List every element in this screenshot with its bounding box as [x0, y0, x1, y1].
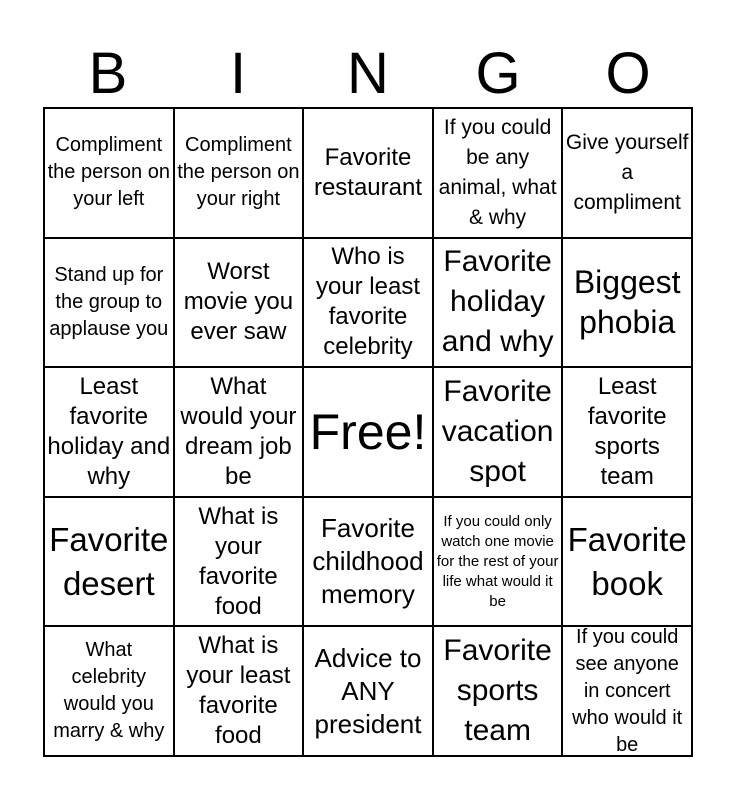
cell-text: Stand up for the group to applause you: [49, 263, 169, 340]
bingo-cell[interactable]: [562, 367, 692, 497]
bingo-cell[interactable]: [303, 108, 433, 238]
cell-text: If you could only watch one movie for the rest of your life what would it be: [436, 512, 559, 610]
cell-text: Compliment the person on your right: [177, 134, 300, 211]
cell-text: Who is your least favorite celebrity: [315, 243, 421, 361]
bingo-cell[interactable]: [174, 626, 304, 756]
free-space[interactable]: [303, 367, 433, 497]
cell-text: Favorite restaurant: [313, 143, 423, 201]
cell-text: Favorite vacation spot: [441, 374, 554, 488]
cell-text: Least favorite holiday and why: [47, 372, 171, 490]
bingo-cell[interactable]: [303, 497, 433, 627]
cell-text: Favorite holiday and why: [441, 245, 554, 359]
bingo-cell[interactable]: [433, 367, 563, 497]
bingo-header: [43, 40, 693, 108]
bingo-board: [43, 107, 693, 757]
cell-text: What is your least favorite food: [186, 632, 291, 750]
cell-text: Favorite book: [567, 520, 687, 602]
cell-text: Favorite sports team: [443, 634, 552, 748]
bingo-cell[interactable]: [562, 626, 692, 756]
bingo-cell[interactable]: [433, 497, 563, 627]
bingo-cell[interactable]: [174, 497, 304, 627]
bingo-cell[interactable]: [174, 238, 304, 368]
bingo-cell[interactable]: [44, 497, 174, 627]
header-letter-b: B: [88, 41, 128, 106]
cell-text: Favorite childhood memory: [312, 513, 424, 610]
cell-text: If you could see anyone in concert who would it be: [572, 626, 683, 756]
bingo-cell[interactable]: [303, 238, 433, 368]
bingo-cell[interactable]: [433, 626, 563, 756]
header-letter-g: G: [475, 41, 521, 106]
bingo-cell[interactable]: [303, 626, 433, 756]
bingo-cell[interactable]: [44, 238, 174, 368]
bingo-cell[interactable]: [44, 626, 174, 756]
cell-text: Advice to ANY president: [314, 642, 422, 739]
bingo-cell[interactable]: [174, 108, 304, 238]
header-letter-o: O: [605, 41, 651, 106]
cell-text: Worst movie you ever saw: [183, 258, 294, 346]
bingo-cell[interactable]: [433, 108, 563, 238]
bingo-cell[interactable]: [433, 238, 563, 368]
cell-text: What celebrity would you marry & why: [53, 639, 165, 743]
bingo-cell[interactable]: [44, 108, 174, 238]
cell-text: What would your dream job be: [180, 372, 297, 490]
cell-text: Least favorite sports team: [587, 372, 667, 490]
bingo-cell[interactable]: [562, 497, 692, 627]
cell-text: What is your favorite food: [198, 502, 279, 620]
cell-text: Biggest phobia: [573, 264, 681, 341]
cell-text: Free!: [309, 403, 427, 460]
cell-text: Favorite desert: [49, 520, 169, 602]
cell-text: If you could be any animal, what & why: [438, 115, 557, 229]
header-letter-i: I: [229, 41, 247, 106]
cell-text: Give yourself a compliment: [565, 130, 689, 214]
header-letter-n: N: [347, 41, 389, 106]
bingo-cell[interactable]: [44, 367, 174, 497]
bingo-cell[interactable]: [562, 238, 692, 368]
bingo-cell[interactable]: [562, 108, 692, 238]
bingo-cell[interactable]: [174, 367, 304, 497]
cell-text: Compliment the person on your left: [47, 134, 170, 211]
